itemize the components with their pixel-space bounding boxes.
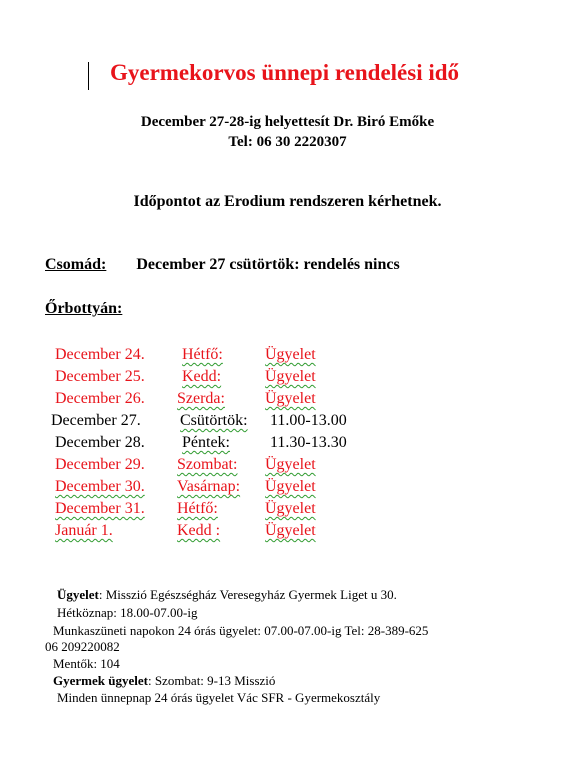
- schedule-status: Ügyelet: [265, 500, 316, 517]
- csomad-label: Csomád:: [45, 256, 107, 273]
- schedule-date: December 28.: [55, 434, 145, 451]
- schedule-date: December 26.: [55, 390, 145, 407]
- schedule-status: 11.30-13.30: [270, 434, 347, 451]
- schedule-day: Szerda:: [177, 390, 225, 407]
- schedule-day: Kedd :: [177, 522, 221, 539]
- schedule-status: Ügyelet: [265, 456, 316, 473]
- footer-ugyelet-text: : Misszió Egészségház Veresegyház Gyermek Liget u 30.: [98, 587, 397, 602]
- footer-mentok: Mentők: 104: [53, 656, 120, 671]
- substitute-line: December 27-28-ig helyettesít Dr. Biró Emőke: [140, 114, 435, 130]
- phone-line: Tel: 06 30 2220307: [228, 134, 347, 150]
- footer-hetkoznap: Hétköznap: 18.00-07.00-ig: [57, 605, 198, 620]
- page-title: Gyermekorvos ünnepi rendelési idő: [109, 60, 460, 85]
- orbottyan-label: Őrbottyán:: [45, 300, 123, 317]
- schedule-status: Ügyelet: [265, 478, 316, 495]
- schedule-status: Ügyelet: [265, 390, 316, 407]
- footer-gyermek-label: Gyermek ügyelet: [53, 673, 148, 688]
- schedule-day: Kedd:: [182, 368, 222, 385]
- schedule-date: December 24.: [55, 346, 145, 363]
- schedule-status: 11.00-13.00: [270, 412, 347, 429]
- schedule-day: Hétfő:: [177, 500, 218, 517]
- footer-munkaszuneti: Munkaszüneti napokon 24 órás ügyelet: 07.00-07.00-ig Tel: 28-389-625: [53, 623, 429, 638]
- footer-ugyelet-label: Ügyelet: [57, 587, 99, 602]
- schedule-day: Péntek:: [182, 434, 230, 451]
- csomad-text: December 27 csütörtök: rendelés nincs: [136, 256, 400, 273]
- schedule-date: December 27.: [51, 412, 141, 429]
- footer-gyermek-text: : Szombat: 9-13 Misszió: [147, 673, 276, 688]
- schedule-date: December 30.: [55, 478, 145, 495]
- appointment-line: Időpontot az Erodium rendszeren kérhetnek.: [133, 193, 442, 210]
- schedule-day: Csütörtök:: [180, 412, 248, 429]
- footer-vac: Minden ünnepnap 24 órás ügyelet Vác SFR - Gyermekosztály: [57, 690, 381, 705]
- schedule-date: December 25.: [55, 368, 145, 385]
- schedule-date: December 31.: [55, 500, 145, 517]
- schedule-day: Hétfő:: [182, 346, 223, 363]
- schedule-day: Szombat:: [177, 456, 238, 473]
- schedule-date: Január 1.: [55, 522, 113, 539]
- schedule-status: Ügyelet: [265, 346, 316, 363]
- schedule-date: December 29.: [55, 456, 145, 473]
- schedule-day: Vasárnap:: [177, 478, 241, 495]
- schedule-status: Ügyelet: [265, 522, 316, 539]
- csomad-line: [45, 256, 400, 274]
- schedule-status: Ügyelet: [265, 368, 316, 385]
- footer-phone2: 06 209220082: [45, 639, 120, 654]
- footer-ugyelet: [57, 587, 397, 603]
- footer-gyermek: [53, 673, 275, 689]
